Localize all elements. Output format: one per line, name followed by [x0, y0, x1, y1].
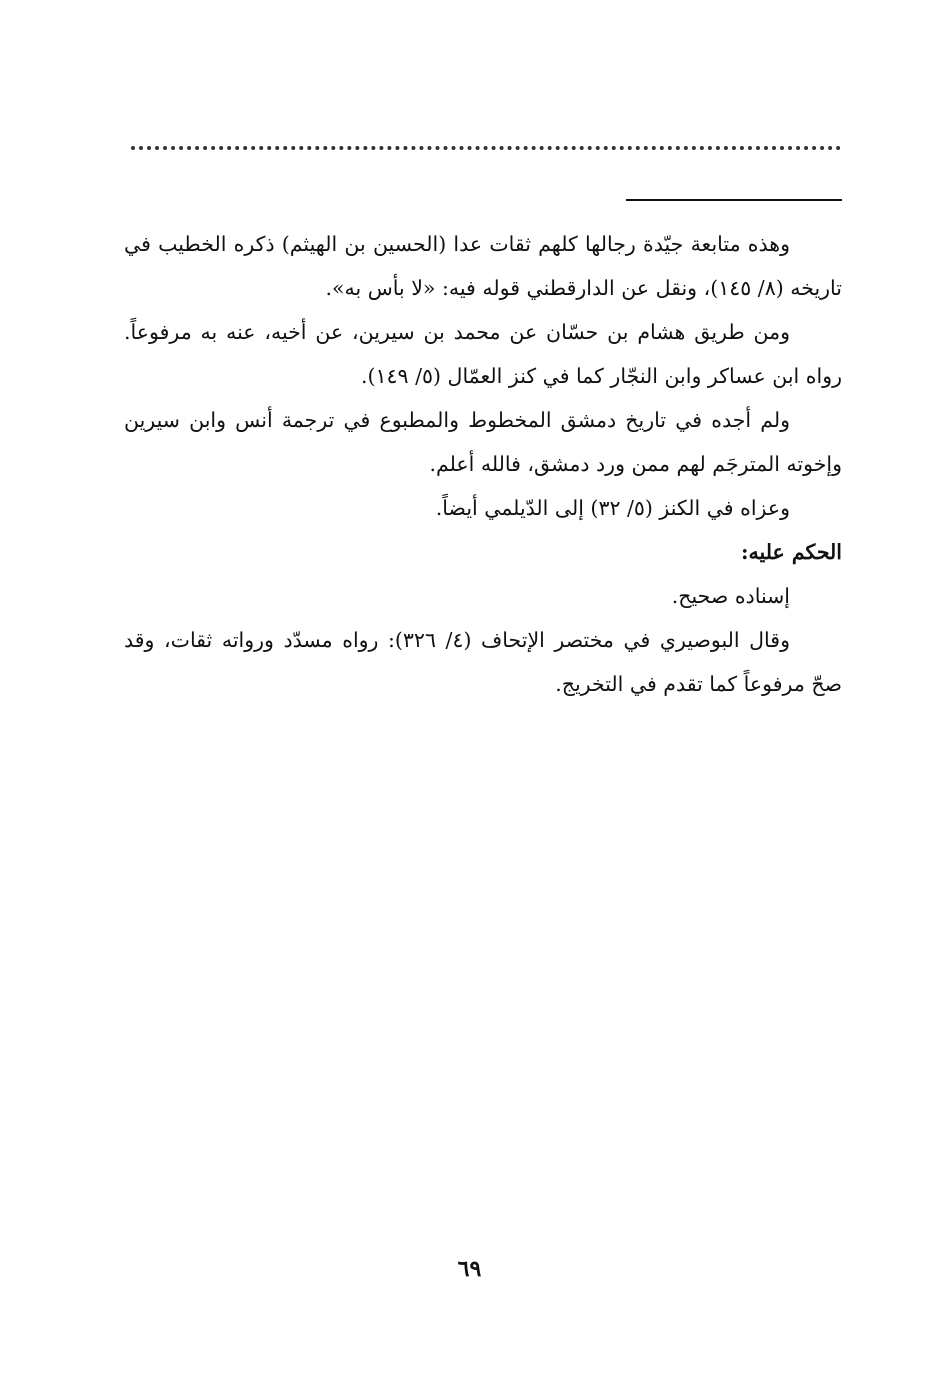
footnote-separator-line — [626, 199, 842, 201]
footnote-paragraph: ولم أجده في تاريخ دمشق المخطوط والمطبوع في ترجمة أنس وابن سيرين وإخوته المترجَم لهم ممن ورد دمشق، فالله أعلم. — [124, 408, 842, 476]
page-number: ٦٩ — [457, 1256, 482, 1282]
footnote-paragraph: وهذه متابعة جيّدة رجالها كلهم ثقات عدا (الحسين بن الهيثم) ذكره الخطيب في تاريخه (٨/ ١٤٥)، ونقل عن الدارقطني قوله فيه: «لا بأس به». — [124, 232, 842, 300]
footnote-text-block — [124, 222, 842, 706]
dotted-separator — [131, 146, 841, 150]
ruling-text: إسناده صحيح. — [671, 584, 790, 608]
footnote-paragraph: وعزاه في الكنز (٥/ ٣٢) إلى الدّيلمي أيضاً. — [435, 496, 790, 520]
closing-paragraph: وقال البوصيري في مختصر الإتحاف (٤/ ٣٢٦): رواه مسدّد ورواته ثقات، وقد صحّ مرفوعاً كما تقدم في التخريج. — [124, 628, 842, 696]
footnote-paragraph: ومن طريق هشام بن حسّان عن محمد بن سيرين، عن أخيه، عنه به مرفوعاً. رواه ابن عساكر وابن النجّار كما في كنز العمّال (٥/ ١٤٩). — [124, 320, 842, 388]
ruling-heading: الحكم عليه: — [740, 540, 842, 564]
